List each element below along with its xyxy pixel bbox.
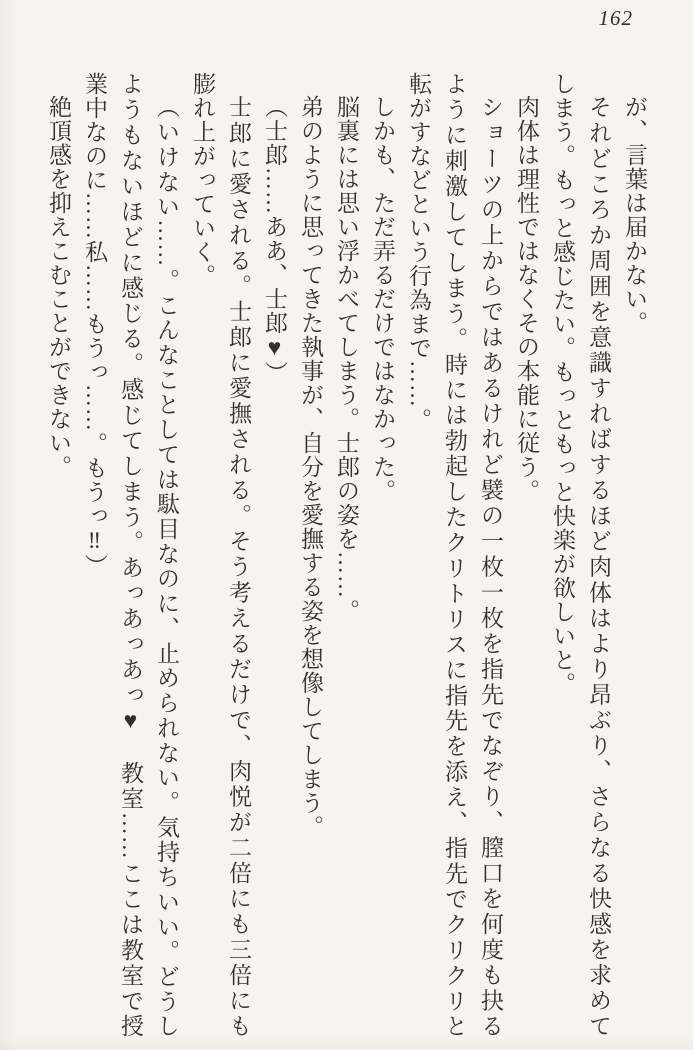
text-column: （士郎……ああ、士郎♥） xyxy=(262,95,287,385)
text-column: （いけない……。こんなことしては駄目なのに、止められない。気持ちいい。どうし xyxy=(154,95,179,1038)
text-column: 業中なのに……私……もうっ……。もうっ‼） xyxy=(82,72,107,578)
text-column: 脳裏には思い浮かべてしまう。士郎の姿を……。 xyxy=(334,95,359,623)
text-column: 絶頂感を抑えこむことができない。 xyxy=(46,95,71,479)
text-column: ショーツの上からではあるけれど襞の一枚一枚を指先でなぞり、膣口を何度も抉る xyxy=(478,95,503,1038)
text-block xyxy=(40,72,652,1038)
text-column: 弟のように思ってきた執事が、自分を愛撫する姿を想像してしまう。 xyxy=(298,95,323,839)
text-column: ように刺激してしまう。時には勃起したクリトリスに指先を添え、指先でクリクリと xyxy=(442,72,467,1039)
text-column: それどころか周囲を意識すればするほど肉体はより昂ぶり、さらなる快感を求めて xyxy=(586,95,611,1038)
text-column: ようもないほどに感じる。感じてしまう。あっあっあっ♥ 教室……ここは教室で授 xyxy=(118,72,143,1039)
text-column: 士郎に愛される。士郎に愛撫される。そう考えるだけで、肉悦が二倍にも三倍にも xyxy=(226,95,251,1038)
text-column: しかも、ただ弄るだけではなかった。 xyxy=(370,95,395,503)
text-column: 膨れ上がっていく。 xyxy=(190,72,215,288)
text-column: 肉体は理性ではなくその本能に従う。 xyxy=(514,95,539,503)
page-number: 162 xyxy=(598,6,633,30)
text-column: が、言葉は届かない。 xyxy=(622,95,647,335)
text-column: 転がすなどという行為まで……。 xyxy=(406,72,431,432)
text-column: しまう。もっと感じたい。もっともっと快楽が欲しいと。 xyxy=(550,72,575,696)
